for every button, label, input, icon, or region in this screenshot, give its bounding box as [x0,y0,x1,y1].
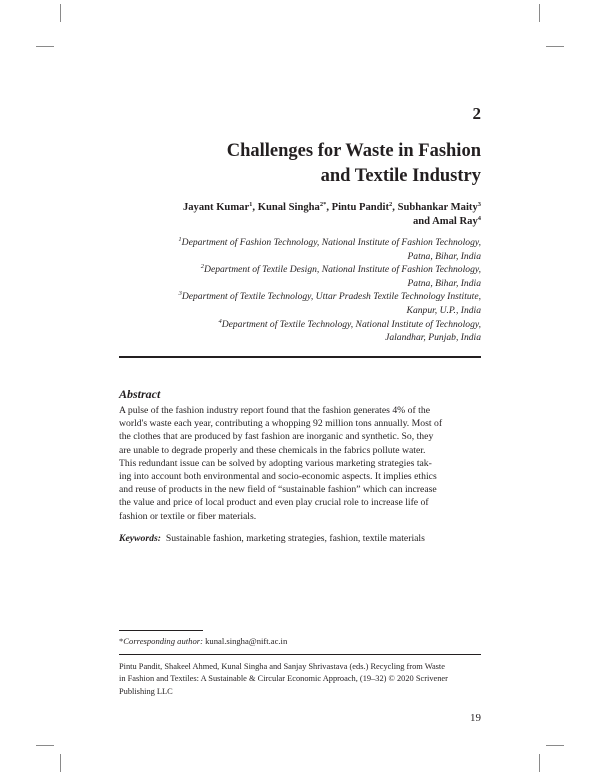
crop-mark [539,4,540,22]
author-sup: 2 [389,201,393,208]
abstract-line: ing into account both environmental and socio-economic aspects. It implies ethics [119,471,437,483]
author-line [101,215,481,229]
footnote-divider [119,630,203,631]
chapter-number: 2 [472,104,481,123]
affiliation-line: $^1$Department of Fashion Technology, National Institute of Fashion Technology, [178,236,481,248]
page-number: 19 [470,712,481,724]
author-line: Jayant Kumar$^1$, Kunal Singha$^{2*}$, Pintu Pandit$^2$, Subhankar Maity$^3$ [182,201,481,213]
keywords-text: Sustainable fashion, marketing strategies, fashion, textile materials [165,533,425,544]
source-divider [119,654,481,655]
affiliation-line: Kanpur, U.P., India [406,304,481,316]
source-line: in Fashion and Textiles: A Sustainable & Circular Economic Approach, (19–32) © 2020 Scrivener [119,674,448,684]
abstract-line: A pulse of the fashion industry report found that the fashion generates 4% of the [119,405,430,416]
crop-mark [60,754,61,772]
affiliation-line: $^2$Department of Textile Design, National Institute of Fashion Technology, [200,263,481,276]
crop-mark [546,46,564,47]
crop-mark [539,754,540,772]
author-sup: 1 [249,201,253,208]
author-sup: 3 [477,201,481,208]
section-divider [119,356,481,358]
chapter-title [151,139,481,189]
keywords [119,533,481,544]
affiliation-line: $^3$Department of Textile Technology, Uttar Pradesh Textile Technology Institute, [178,290,481,303]
abstract-line: the value and price of local product and even play crucial role to increase life of [119,497,429,509]
affiliation-line: Jalandhar, Punjab, India [385,332,481,344]
chapter-title-line: and Textile Industry [320,166,481,186]
abstract-line: world's waste each year, contributing a whopping 92 million tons annually. Most of [119,418,443,430]
abstract-body [119,404,481,523]
affiliation-line: Patna, Bihar, India [407,277,481,289]
source-citation [119,661,481,698]
author-sup: 2* [319,201,327,208]
chapter-title-line: Challenges for Waste in Fashion [226,141,481,161]
abstract-line: and reuse of products in the new field of “sustainable fashion” which can increase [119,484,437,496]
author-name: Subhankar Maity [397,202,478,213]
footnote-label: Corresponding author: [123,636,203,646]
source-line: Pintu Pandit, Shakeel Ahmed, Kunal Singha and Sanjay Shrivastava (eds.) Recycling from Waste [119,662,445,671]
author-name: Pintu Pandit [331,202,390,213]
crop-mark [546,745,564,746]
crop-mark [36,46,54,47]
abstract-line: the clothes that are produced by fast fashion are inorganic and synthetic. So, they [119,431,434,443]
affiliation-line: Patna, Bihar, India [407,250,481,262]
author-list [101,201,481,228]
affiliation-line: $^4$Department of Textile Technology, National Institute of Technology, [218,317,481,330]
crop-mark [60,4,61,22]
footnote: *Corresponding author: kunal.singha@nift.ac.in [119,636,288,646]
crop-mark [36,745,54,746]
abstract-heading: Abstract [119,387,161,401]
author-name: Kunal Singha [257,202,320,213]
abstract-line: are unable to degrade properly and these chemicals in the fabrics pollute water. [119,444,426,456]
author-sup: 4 [477,214,481,222]
keywords-label: Keywords: [119,533,161,544]
author-email: kunal.singha@nift.ac.in [205,636,288,646]
abstract-line: fashion or textile or fiber materials. [119,510,257,522]
source-line: Publishing LLC [119,686,173,696]
abstract-line: This redundant issue can be solved by adopting various marketing strategies tak- [119,457,432,469]
affiliations [101,236,481,345]
author-name: and Amal Ray [412,215,478,227]
author-name: Jayant Kumar [182,202,250,213]
